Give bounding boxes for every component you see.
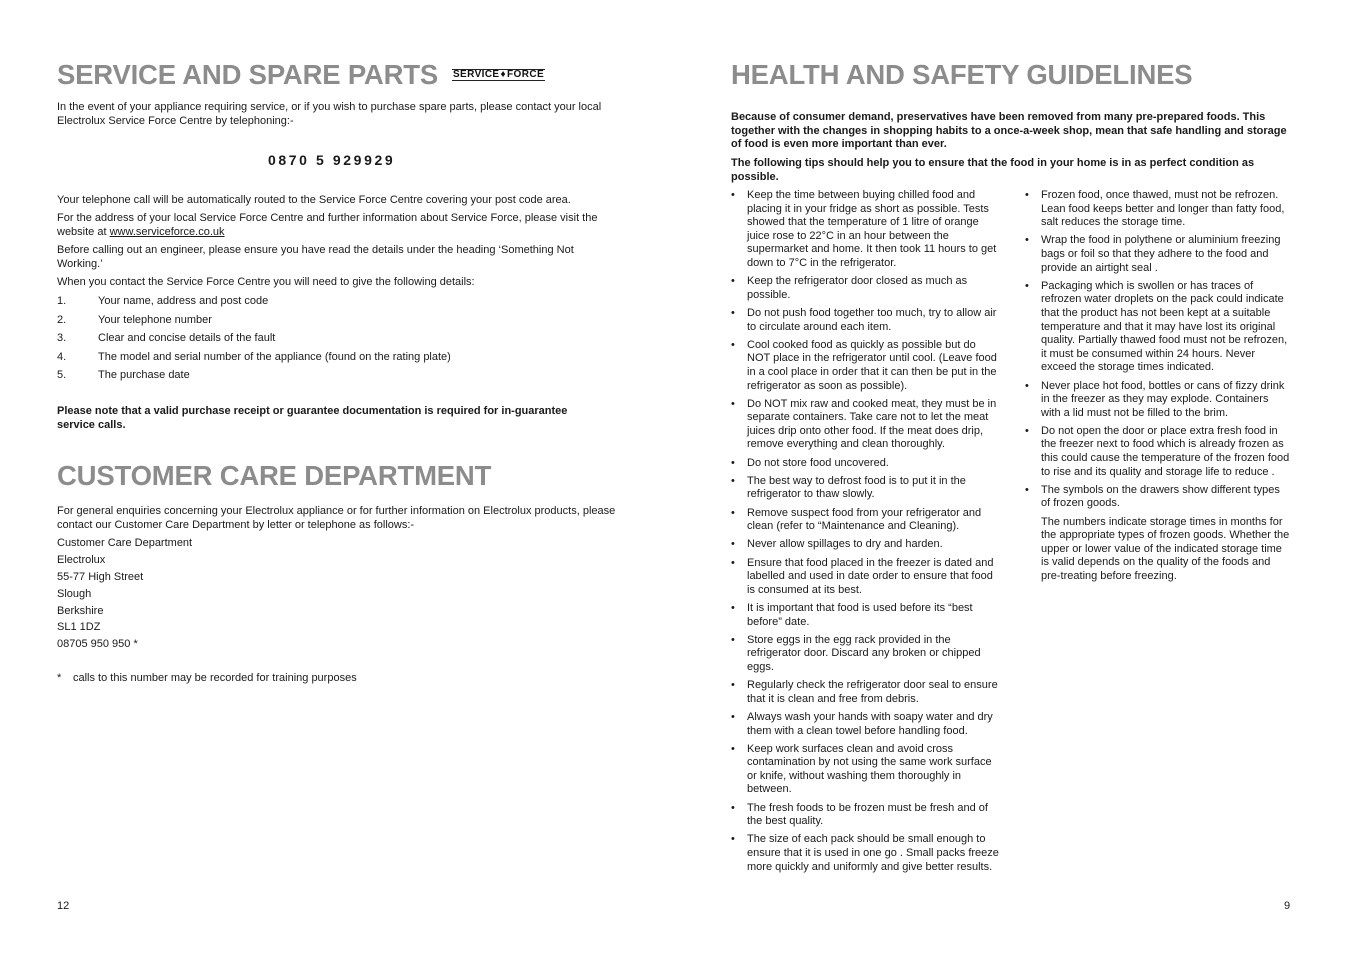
details-list <box>57 295 617 388</box>
address-line: Electrolux <box>57 553 106 566</box>
service-intro: In the event of your appliance requiring service, or if you wish to purchase spare parts, please contact your local Electrolux Service Force Centre by telephoning:- <box>57 101 602 127</box>
list-item: • Do not store food uncovered. <box>731 456 889 469</box>
logo-text-left: SERVICE <box>452 69 500 80</box>
tips-column-2 <box>1025 189 1291 584</box>
list-item: • The size of each pack should be small enough to ensure that it is used in one go . Small packs freeze more quickly and uniformly and give better results. <box>731 833 999 873</box>
footnote <box>57 672 617 686</box>
list-item: • Do NOT mix raw and cooked meat, they must be in separate containers. Take care not to let the meat juices drip onto other food. If the meat does drip, remove everything and clean thoroughly. <box>731 397 997 451</box>
storage-times-note: The numbers indicate storage times in months for the appropriate types of frozen goods. Whether the upper or lower value of the indicated storage time is valid depends on the quality of the foods and pre-treating before freezing. <box>1041 515 1290 582</box>
list-item: 4. The model and serial number of the appliance (found on the rating plate) <box>57 350 451 363</box>
logo-text-right: FORCE <box>507 69 545 80</box>
customer-care-address <box>57 537 357 655</box>
flame-icon: ♦ <box>500 69 507 80</box>
list-item: • The fresh foods to be frozen must be fresh and of the best quality. <box>731 801 988 828</box>
address-line: Berkshire <box>57 604 104 617</box>
list-item: • The best way to defrost food is to put it in the refrigerator to thaw slowly. <box>731 474 966 501</box>
serviceforce-logo <box>452 69 545 81</box>
page-title-customer-care: CUSTOMER CARE DEPARTMENT <box>57 460 492 491</box>
list-item: • Remove suspect food from your refrigerator and clean (refer to “Maintenance and Cleaning). <box>731 506 982 533</box>
address-line: Slough <box>57 587 92 600</box>
list-item: • Packaging which is swollen or has traces of refrozen water droplets on the pack could indicate that the product has not been kept at a suitable temperature and that it may have lost its original quality. Partially thawed food must not be refrozen, it must be consumed within 24 hours. Never exceed the storage times indicated. <box>1025 279 1288 374</box>
list-item: • Always wash your hands with soapy water and dry them with a clean towel before handling food. <box>731 710 993 737</box>
footnote-text: calls to this number may be recorded for training purposes <box>73 672 357 684</box>
list-item: • Keep the refrigerator door closed as much as possible. <box>731 275 968 301</box>
list-item: • Wrap the food in polythene or aluminium freezing bags or foil so that they adhere to the food and provide an airtight seal . <box>1025 234 1281 274</box>
list-item: • Never allow spillages to dry and harden. <box>731 538 943 551</box>
footnote-mark: * <box>57 672 62 684</box>
list-item: 3. Clear and concise details of the fault <box>57 332 276 344</box>
guarantee-note: Please note that a valid purchase receipt or guarantee documentation is required for in-guarantee service calls. <box>57 405 568 431</box>
list-item: 2. Your telephone number <box>57 313 212 326</box>
list-item: • Do not push food together too much, try to allow air to circulate around each item. <box>731 306 997 333</box>
address-line: 55-77 High Street <box>57 570 144 583</box>
address-line: SL1 1DZ <box>57 621 101 634</box>
service-phone-number: 0870 5 929929 <box>268 152 396 168</box>
list-item: 1. Your name, address and post code <box>57 295 269 307</box>
service-para-details: When you contact the Service Force Centre you will need to give the following details: <box>57 276 475 288</box>
list-item: • Frozen food, once thawed, must not be refrozen. Lean food keeps better and longer than fatty food, salt reduces the storage time. <box>1025 189 1285 229</box>
address-line: Customer Care Department <box>57 537 193 549</box>
list-item: • Keep work surfaces clean and avoid cross contamination by not using the same work surface or knife, without washing them thoroughly in between. <box>731 742 992 796</box>
list-item: • Cool cooked food as quickly as possible but do NOT place in the refrigerator until cool. (Leave food in a cool place in order that it can then be put in the refrigerator as soon as possible). <box>731 338 997 392</box>
address-phone: 08705 950 950 * <box>57 638 138 651</box>
health-lead-2: The following tips should help you to ensure that the food in your home is in as perfect condition as possible. <box>731 157 1255 183</box>
list-item: 5. The purchase date <box>57 369 190 381</box>
list-item: • It is important that food is used before its “best before” date. <box>731 601 973 628</box>
list-item: • Regularly check the refrigerator door seal to ensure that it is clean and free from debris. <box>731 679 998 705</box>
list-item: • Keep the time between buying chilled food and placing it in your fridge as short as possible. Tests showed that the temperature of 1 litre of orange juice rose to 22°C in an hour between the supermarket and home. It then took 11 hours to get down to 7°C in the refrigerator. <box>731 189 997 269</box>
website-text: For the address of your local Service Force Centre and further information about Service Force, please visit the website at <box>57 212 598 238</box>
page-number-right: 9 <box>1284 900 1291 912</box>
list-item: • Never place hot food, bottles or cans of fizzy drink in the freezer as they may explode. Containers with a lid must not be filled to the brim. <box>1025 379 1285 419</box>
website-link[interactable]: www.serviceforce.co.uk <box>109 225 225 238</box>
page-number-left: 12 <box>57 900 70 912</box>
page-title-health-safety: HEALTH AND SAFETY GUIDELINES <box>731 59 1193 90</box>
page-title-service: SERVICE AND SPARE PARTS <box>57 59 438 90</box>
service-header <box>57 60 545 90</box>
list-item: • Ensure that food placed in the freezer is dated and labelled and used in date order to ensure that food is consumed at its best. <box>731 556 994 596</box>
service-para-before-calling: Before calling out an engineer, please ensure you have read the details under the heading ‘Something Not Working.’ <box>57 244 574 270</box>
list-item: • The symbols on the drawers show different types of frozen goods. <box>1025 483 1280 510</box>
health-lead-1: Because of consumer demand, preservatives have been removed from many pre-prepared foods. This together with the changes in shopping habits to a once-a-week shop, mean that safe handling and storage of food is even more important than ever. <box>731 111 1287 151</box>
service-para-routing: Your telephone call will be automatically routed to the Service Force Centre covering your post code area. <box>57 194 571 206</box>
service-para-website <box>57 212 617 239</box>
customer-care-intro: For general enquiries concerning your Electrolux appliance or for further information on Electrolux products, please contact our Customer Care Department by letter or telephone as follows:- <box>57 505 616 531</box>
list-item: • Do not open the door or place extra fresh food in the freezer next to food which is already frozen as this could cause the temperature of the frozen food to rise and its quality and storage life to reduce . <box>1025 424 1290 478</box>
tips-column-1 <box>731 189 999 879</box>
list-item: • Store eggs in the egg rack provided in the refrigerator door. Discard any broken or chipped eggs. <box>731 633 981 673</box>
